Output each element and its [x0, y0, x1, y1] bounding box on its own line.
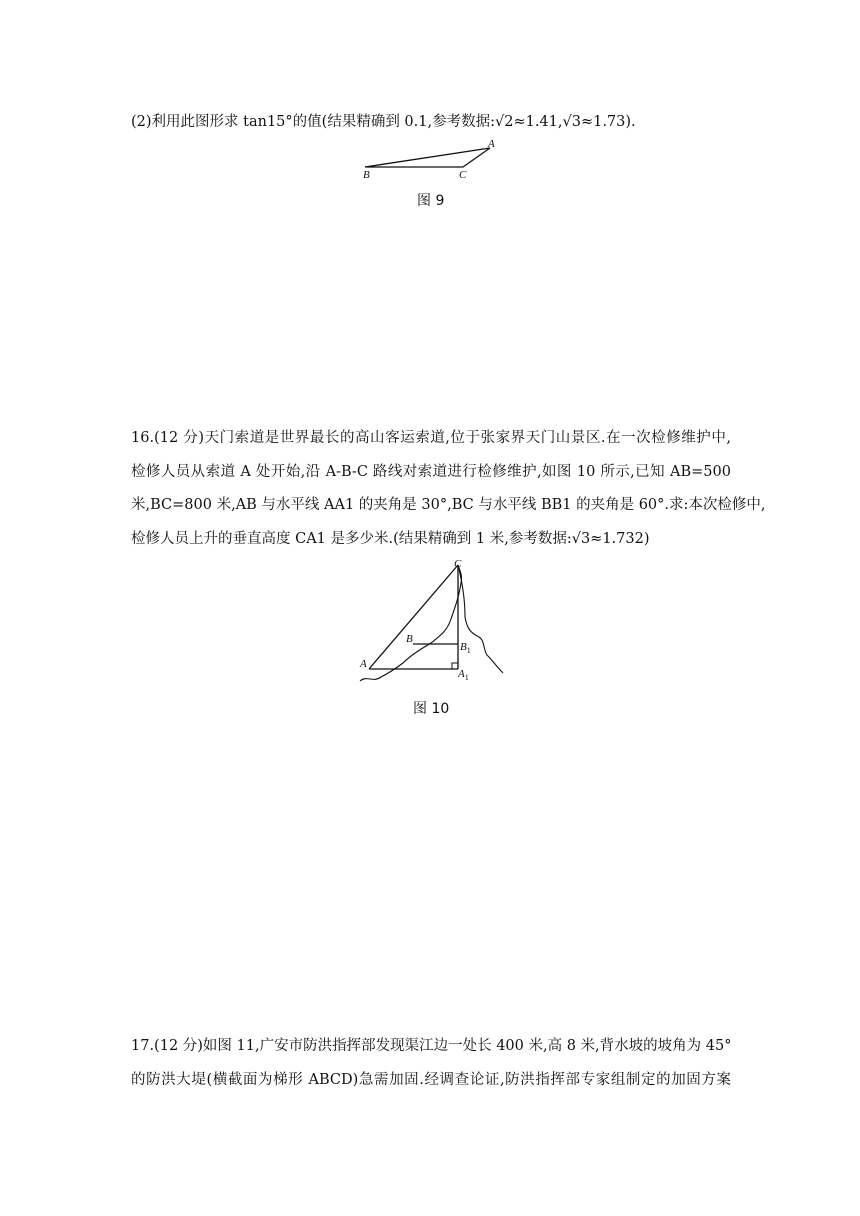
fig10-label-c: C: [454, 558, 462, 570]
q16-line-1: 16.(12 分)天门索道是世界最长的高山客运索道,位于张家界天门山景区.在一次检修维护中,: [131, 430, 731, 446]
q17-line-1: 17.(12 分)如图 11,广安市防洪指挥部发现渠江边一处长 400 米,高 8 米,背水坡的坡角为 45°: [131, 1038, 732, 1054]
fig10-label-b1: $B_1$: [460, 641, 471, 655]
figure-9-caption: 图 9: [417, 193, 445, 209]
q15-part2-text: (2)利用此图形求 tan15°的值(结果精确到 0.1,参考数据:√2≈1.41,√3≈1.73).: [131, 114, 636, 130]
q16-line-4: 检修人员上升的垂直高度 CA1 是多少米.(结果精确到 1 米,参考数据:√3≈1.732): [131, 531, 650, 547]
q16-line-2: 检修人员从索道 A 处开始,沿 A-B-C 路线对索道进行检修维护,如图 10 所示,已知 AB=500: [131, 464, 731, 480]
figure-10-cableway: [355, 557, 515, 692]
fig9-label-c: C: [459, 169, 467, 181]
fig9-label-a: A: [488, 138, 495, 150]
fig10-label-a1: $A_1$: [458, 668, 469, 682]
figure-9-triangle: [355, 136, 515, 181]
q16-line-3: 米,BC=800 米,AB 与水平线 AA1 的夹角是 30°,BC 与水平线 BB1 的夹角是 60°.求:本次检修中,: [131, 497, 766, 513]
fig9-label-b: B: [363, 169, 370, 181]
fig10-label-b: B: [406, 633, 413, 645]
q17-line-2: 的防洪大堤(横截面为梯形 ABCD)急需加固.经调查论证,防洪指挥部专家组制定的加固方案: [131, 1072, 731, 1088]
figure-10-caption: 图 10: [413, 701, 450, 717]
fig10-label-a: A: [360, 658, 367, 670]
